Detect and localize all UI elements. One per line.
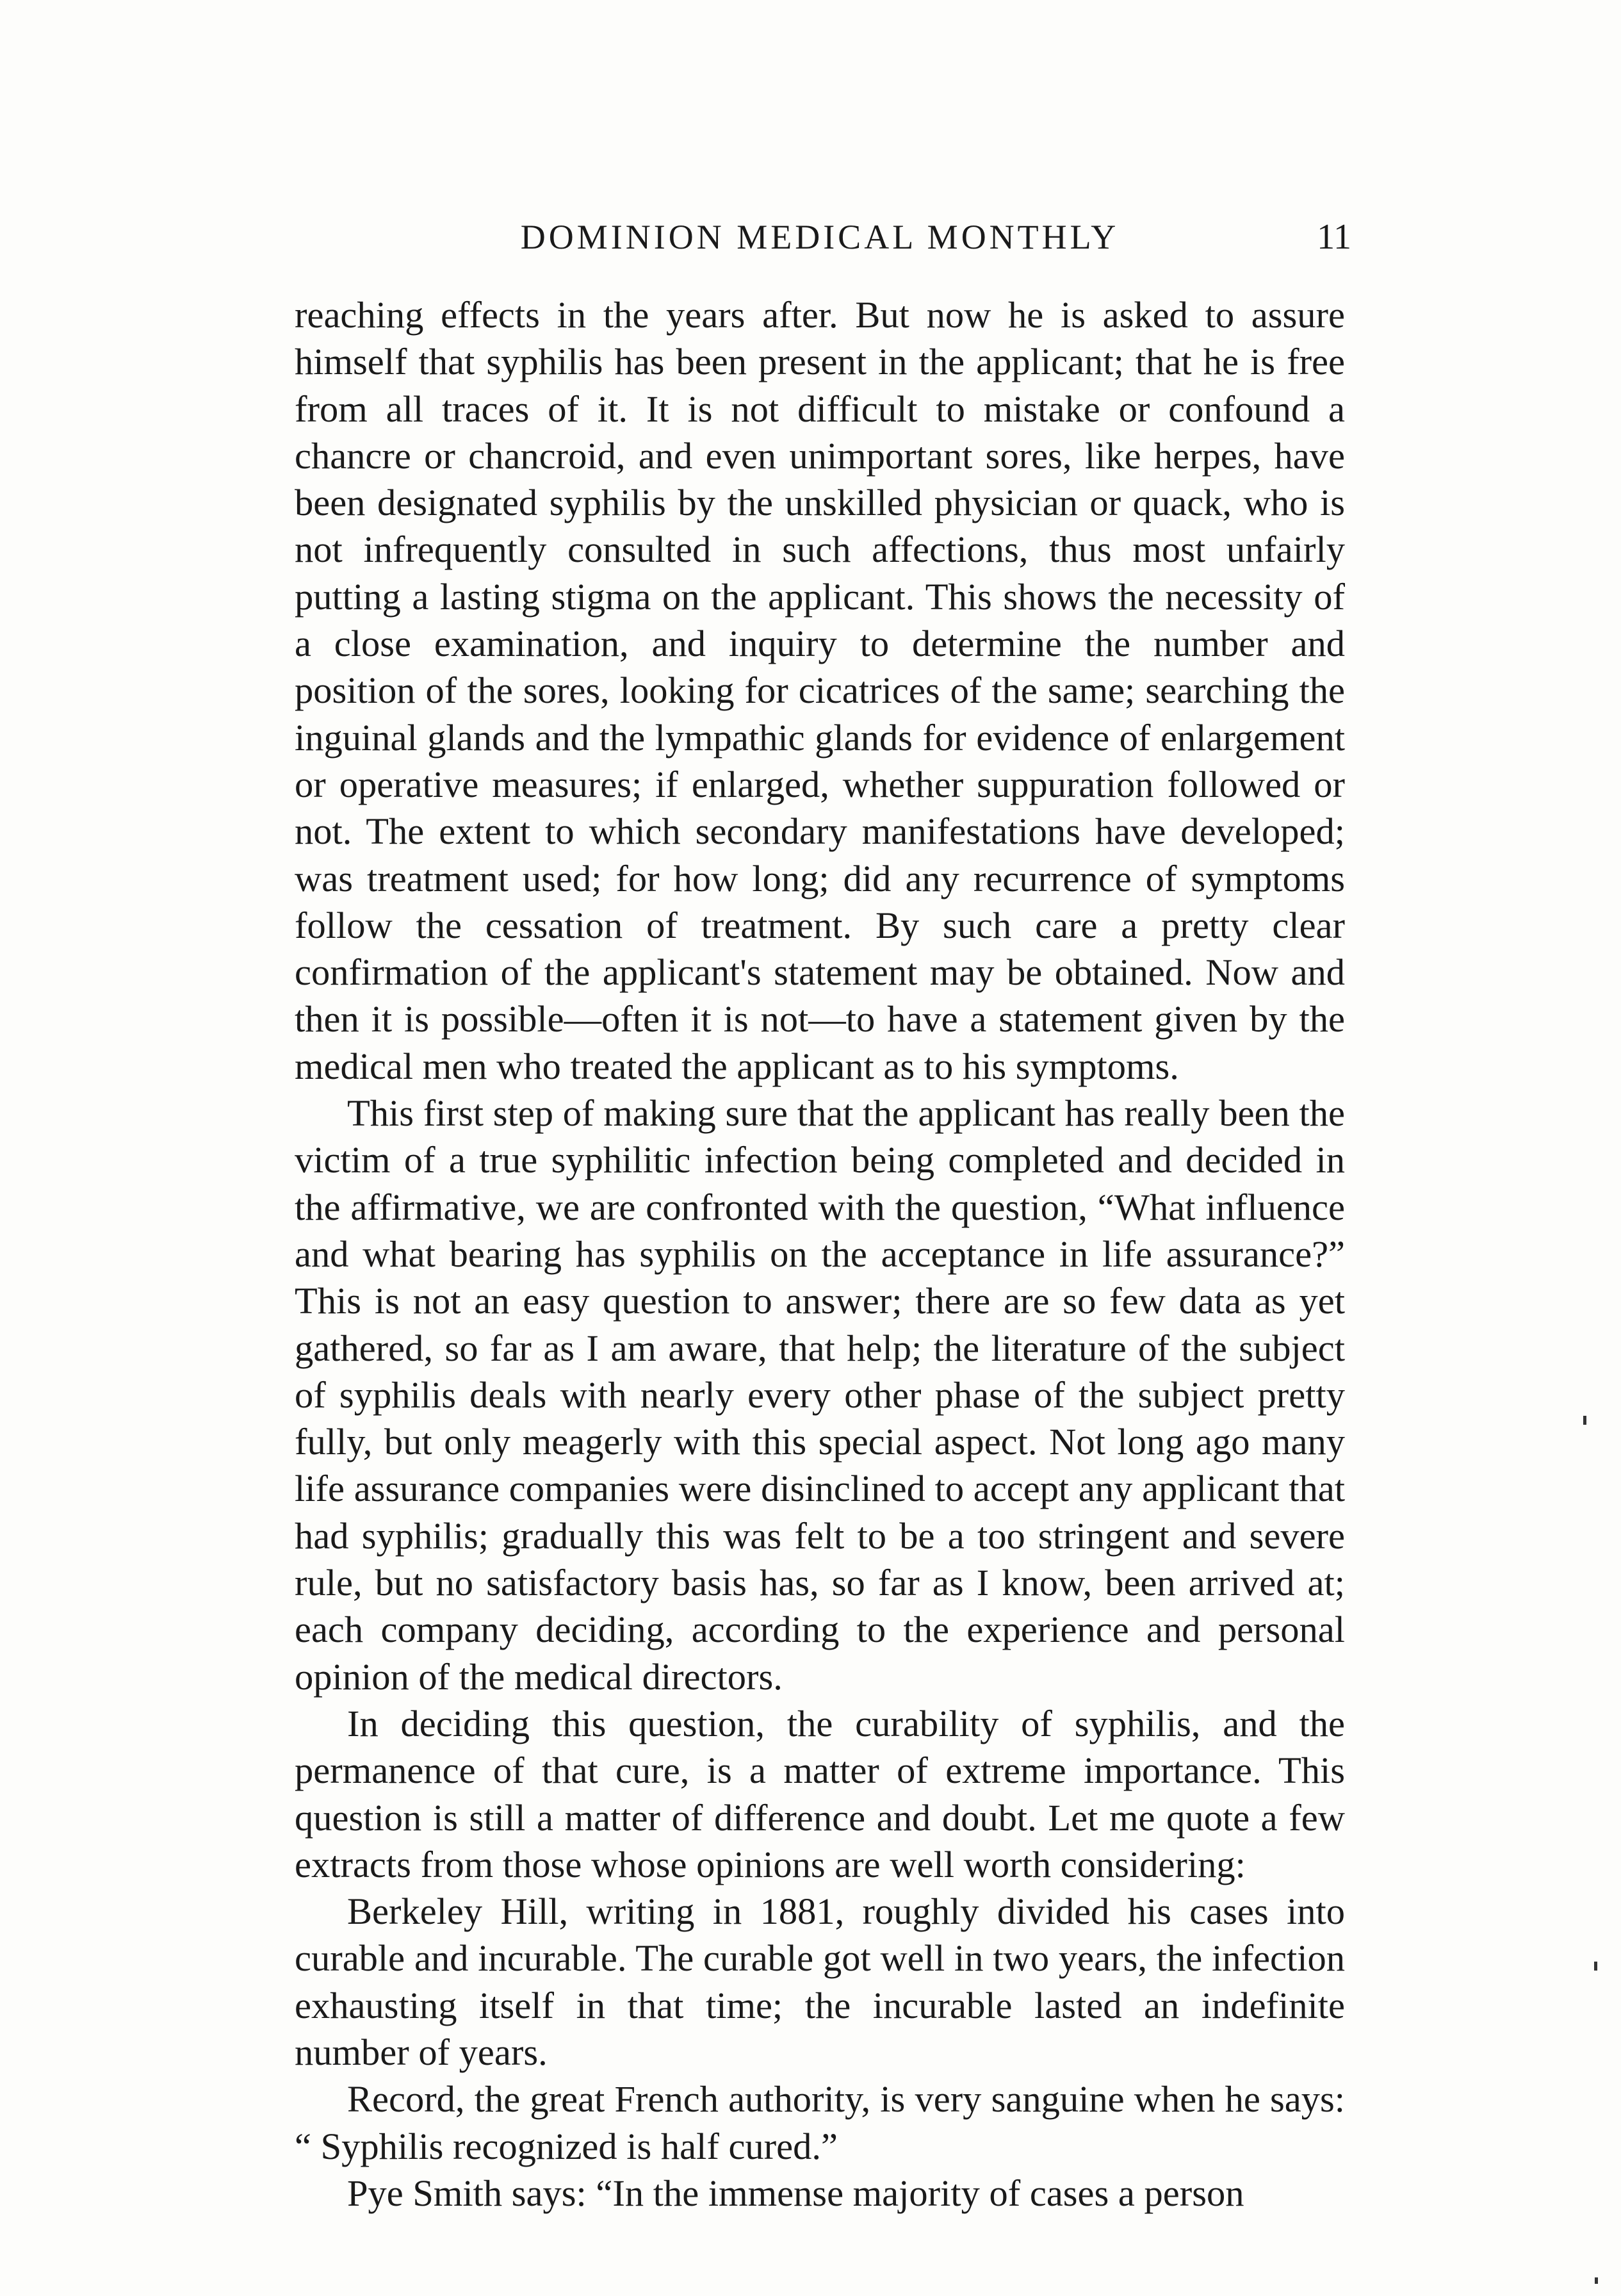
paragraph-3: In deciding this question, the curability of syphilis, and the permanence of that cure, is a matter of extreme importance. This question is still a matter of difference and doubt. Let me quote a few extracts from those whose opinions are well worth considering: bbox=[295, 1702, 1345, 1885]
stray-mark-corner bbox=[1595, 2277, 1598, 2284]
paragraph-4: Berkeley Hill, writing in 1881, roughly divided his cases into curable and incurable. The curable got well in two years, the infection exhausting itself in that time; the incurable lasted an indefinite number of years. bbox=[295, 1890, 1345, 2073]
running-title: DOMINION MEDICAL MONTHLY bbox=[520, 218, 1120, 256]
paragraph-5: Record, the great French authority, is very sanguine when he says: “ Syphilis recognized is half cured.” bbox=[295, 2078, 1345, 2167]
stray-mark-margin bbox=[1583, 1416, 1586, 1425]
page-number: 11 bbox=[1317, 217, 1351, 257]
paragraph-6: Pye Smith says: “In the immense majority of cases a person bbox=[347, 2172, 1244, 2214]
stray-mark-margin-lower bbox=[1594, 1962, 1597, 1971]
paragraph-1: reaching effects in the years after. But now he is asked to assure himself that syphilis has been present in the applicant; that he is free from all traces of it. It is not difficult to mistake or confound a chancre or chancroid, and even unimportant sores, like herpes, have been designated syphilis by the unskilled physician or quack, who is not infrequently consulted in such affections, thus most unfairly putting a lasting stigma on the applicant. This shows the necessity of a close examination, and inquiry to determine the number and position of the sores, looking for cicatrices of the same; searching the inguinal glands and the lympathic glands for evidence of enlargement or operative measures; if enlarged, whether suppuration followed or not. The extent to which secondary manifestations have developed; was treatment used; for how long; did any recurrence of symptoms follow the cessation of treatment. By such care a pretty clear confirmation of the applicant's statement may be obtained. Now and then it is possible—often it is not—to have a statement given by the medical men who treated the applicant as to his symptoms. bbox=[295, 294, 1345, 1087]
body-text bbox=[295, 291, 1345, 2217]
running-head bbox=[295, 211, 1351, 263]
paragraph-2: This first step of making sure that the applicant has really been the victim of a true syphilitic infection being completed and decided in the affirmative, we are confronted with the question, “What influence and what bearing has syphilis on the acceptance in life assurance?” This is not an easy question to answer; there are so few data as yet gathered, so far as I am aware, that help; the literature of the subject of syphilis deals with nearly every other phase of the subject pretty fully, but only meagerly with this special aspect. Not long ago many life assurance companies were disinclined to accept any applicant that had syphilis; gradually this was felt to be a too stringent and severe rule, but no satisfactory basis has, so far as I know, been arrived at; each company deciding, according to the experience and personal opinion of the medical directors. bbox=[295, 1092, 1345, 1698]
